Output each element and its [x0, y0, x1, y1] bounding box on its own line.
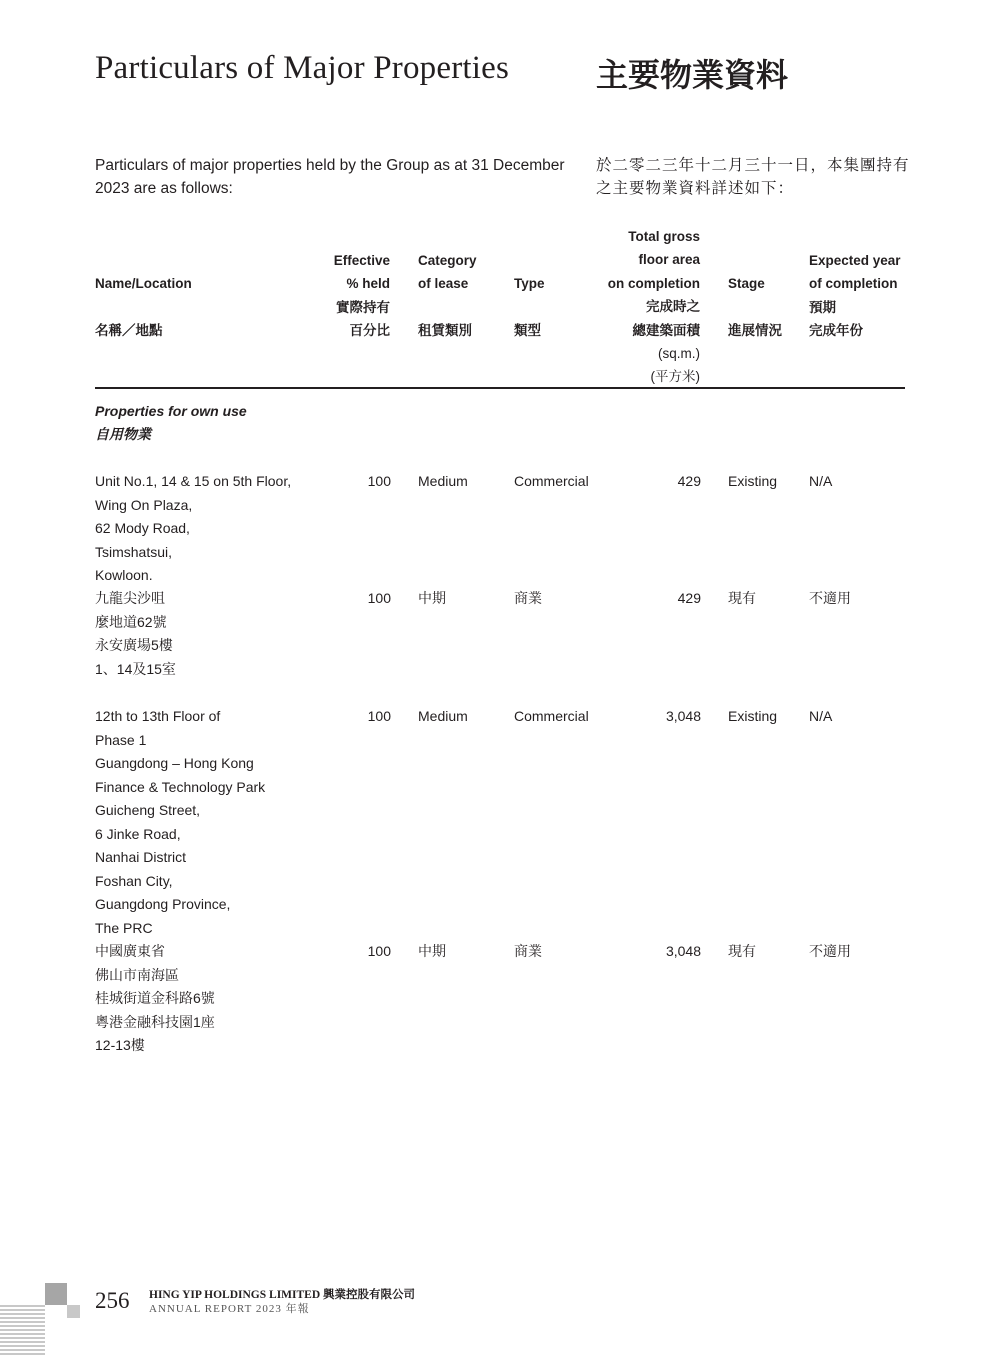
property-1-area-en: 429	[677, 473, 701, 489]
property-1-type-zh: 商業	[514, 590, 542, 606]
header-held-en-1: Effective	[333, 253, 390, 268]
property-1-year-en: N/A	[809, 473, 833, 489]
location-line: Phase 1	[95, 731, 147, 748]
location-line: 1、14及15室	[95, 660, 176, 677]
property-2-stage-en: Existing	[728, 708, 778, 724]
property-1-held-zh: 100	[367, 590, 391, 606]
property-2-type-en: Commercial	[514, 708, 589, 724]
intro-text-en: Particulars of major properties held by the Group as at 31 December 2023 are as follows:	[95, 157, 565, 197]
property-1-stage-zh: 現有	[728, 590, 756, 606]
location-line: Guangdong Province,	[95, 896, 231, 912]
property-2-type-zh: 商業	[514, 943, 542, 959]
header-type-zh: 類型	[514, 322, 541, 338]
header-name	[95, 272, 192, 342]
header-name-en: Name/Location	[95, 276, 192, 291]
location-line: Guicheng Street,	[95, 802, 201, 818]
header-held-zh-2: 百分比	[349, 323, 390, 339]
header-year	[809, 249, 901, 343]
property-2-year-zh: 不適用	[809, 943, 851, 959]
header-name-zh: 名稱／地點	[95, 322, 163, 338]
property-2-location-zh	[95, 940, 215, 1058]
property-2-year-en: N/A	[809, 708, 833, 724]
footer-stripe-decoration	[0, 1305, 45, 1357]
location-line: 12th to 13th Floor of	[95, 708, 221, 724]
location-line: Nanhai District	[95, 849, 187, 865]
property-1-type-en: Commercial	[514, 473, 589, 489]
intro-text-zh: 於二零二三年十二月三十一日，本集團持有之主要物業資料詳述如下：	[596, 157, 910, 197]
location-line: Wing On Plaza,	[95, 496, 193, 513]
property-1-location-zh	[95, 587, 176, 681]
property-2-lease-en: Medium	[418, 708, 468, 724]
header-area-en-1: Total gross	[628, 229, 700, 244]
property-2-lease-zh: 中期	[418, 943, 446, 959]
header-stage-en: Stage	[728, 276, 765, 291]
header-type	[514, 272, 545, 342]
location-line: 九龍尖沙咀	[95, 590, 165, 606]
property-1-location-en	[95, 470, 291, 588]
property-2-held-zh: 100	[367, 943, 391, 959]
location-line: Foshan City,	[95, 872, 173, 889]
footer-report-title: ANNUAL REPORT 2023 年報	[149, 1303, 310, 1315]
header-year-zh-1: 預期	[809, 299, 836, 315]
header-lease-en-1: Category	[418, 253, 477, 268]
header-lease	[418, 249, 477, 343]
location-line: Kowloon.	[95, 567, 153, 583]
header-year-en-2: of completion	[809, 276, 898, 292]
header-area-unit-en: (sq.m.)	[658, 346, 700, 362]
header-year-zh-2: 完成年份	[809, 323, 863, 339]
header-area-zh-1: 完成時之	[646, 299, 700, 315]
property-2-area-en: 3,048	[665, 708, 701, 724]
property-1-lease-zh: 中期	[418, 590, 446, 606]
location-line: Tsimshatsui,	[95, 543, 173, 560]
section-heading	[95, 400, 247, 447]
header-held-zh-1: 實際持有	[336, 299, 390, 315]
location-line: 永安廣場5樓	[95, 637, 173, 653]
location-line: 麼地道62號	[95, 613, 167, 630]
property-1-stage-en: Existing	[728, 473, 778, 489]
location-line: Guangdong – Hong Kong	[95, 755, 254, 771]
location-line: 桂城街道金科路6號	[95, 990, 215, 1006]
page-title-zh: 主要物業資料	[596, 56, 789, 94]
page-number: 256	[95, 1288, 130, 1313]
header-type-en: Type	[514, 276, 545, 291]
property-2-stage-zh: 現有	[728, 943, 756, 959]
header-held-en-2: % held	[346, 276, 390, 292]
location-line: Unit No.1, 14 & 15 on 5th Floor,	[95, 473, 292, 489]
property-1-lease-en: Medium	[418, 473, 468, 489]
location-line: 中國廣東省	[95, 943, 165, 959]
header-stage	[728, 272, 782, 342]
header-area	[580, 225, 700, 389]
location-line: 粵港金融科技園1座	[95, 1013, 215, 1030]
property-1-area-zh: 429	[677, 590, 701, 606]
property-1-year-zh: 不適用	[809, 590, 851, 606]
header-area-en-3: on completion	[607, 275, 700, 291]
footer-company-name: HING YIP HOLDINGS LIMITED 興業控股有限公司	[149, 1289, 416, 1301]
page-title-en: Particulars of Major Properties	[95, 50, 510, 86]
location-line: 6 Jinke Road,	[95, 825, 181, 842]
section-heading-zh: 自用物業	[95, 426, 151, 443]
header-area-en-2: floor area	[638, 252, 700, 268]
section-heading-en: Properties for own use	[95, 403, 247, 419]
property-2-held-en: 100	[367, 708, 391, 724]
location-line: 12-13樓	[95, 1037, 145, 1053]
header-area-unit-zh: (平方米)	[650, 369, 700, 385]
property-1-held-en: 100	[367, 473, 391, 489]
location-line: 62 Mody Road,	[95, 520, 190, 536]
header-lease-en-2: of lease	[418, 276, 469, 292]
location-line: 佛山市南海區	[95, 966, 179, 983]
location-line: Finance & Technology Park	[95, 778, 266, 795]
header-lease-zh: 租賃類別	[418, 323, 472, 339]
header-divider	[95, 387, 905, 389]
property-2-area-zh: 3,048	[665, 943, 701, 959]
header-held	[300, 249, 390, 343]
header-area-zh-2: 總建築面積	[632, 322, 700, 338]
location-line: The PRC	[95, 919, 153, 936]
footer-square-decoration	[45, 1283, 67, 1305]
property-2-location-en	[95, 705, 265, 940]
footer-small-square-decoration	[67, 1305, 80, 1318]
header-year-en-1: Expected year	[809, 253, 901, 268]
header-stage-zh: 進展情況	[728, 322, 782, 338]
